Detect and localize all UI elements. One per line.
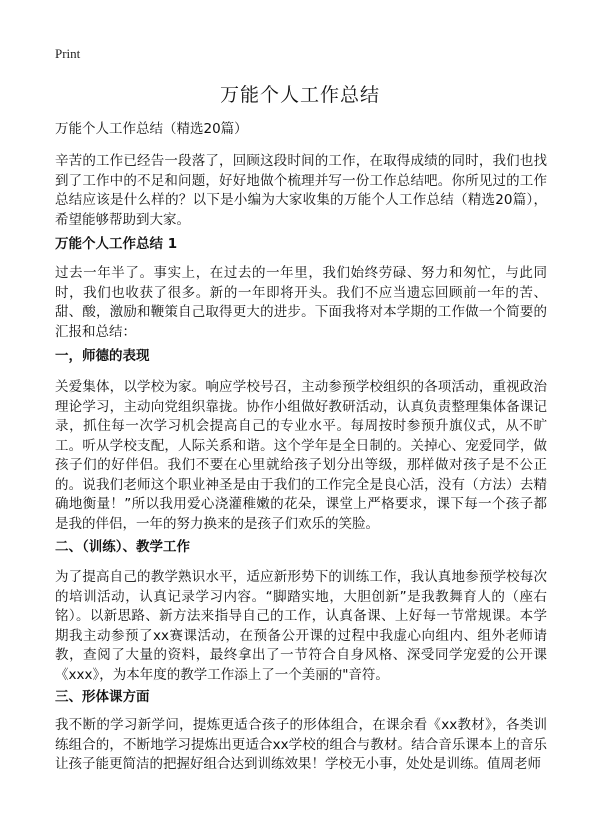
document-subtitle: 万能个人工作总结（精选20篇） [55,121,248,137]
document-title: 万能个人工作总结 [219,84,380,106]
teaching-paragraph: 为了提高自己的教学熟识水平，适应新形势下的训练工作，我认真地参预学校每次的培训活动，认真记录学习内容。“脚踏实地，大胆创新”是我教舞育人的（座右铭）。以新思路、新方法来指导自己的工作，认真备课、上好每一节常规课。本学期我主动参预了xx赛课活动，在预备公开课的过程中我虚心向组内、组外老师请教，查阅了大量的资料，最终拿出了一节符合自身风格、深受同学宠爱的公开课《xxx》，为本年度的教学工作添上了一个美丽的"音符。 [55,569,547,683]
ethics-paragraph: 关爱集体，以学校为家。响应学校号召，主动参预学校组织的各项活动，重视政治理论学习，主动向党组织靠拢。协作小组做好教研活动，认真负责整理集体备课记录，抓住每一次学习机会提高自己的专业水平。每周按时参预升旗仪式，从不旷工。听从学校支配，人际关系和谐。这个学年是全日制的。关掉心、宠爱同学，做孩子们的好伴侣。我们不要在心里就给孩子划分出等级，那样做对孩子是不公正的。说我们老师这个职业神圣是由于我们的工作完全是良心活，没有（方法）去精确地衡量！”所以我用爱心浇灌稚嫩的花朵，课堂上严格要求，课下每一个孩子都是我的伴侣，一年的努力换来的是孩子们欢乐的笑脸。 [55,379,547,532]
section-heading-1: 万能个人工作总结 1 [55,236,178,252]
section-1-paragraph: 过去一年半了。事实上，在过去的一年里，我们始终劳碌、努力和匆忙，与此同时，我们也收获了很多。新的一年即将开头。我们不应当遗忘回顾前一年的苦、甜、酸，激励和鞭策自己取得更大的进步。下面我将对本学期的工作做一个简要的汇报和总结： [55,265,547,340]
physical-class-paragraph: 我不断的学习新学问，提炼更适合孩子的形体组合，在课余看《xx教材》，各类训练组合的，不断地学习提炼出更适合xx学校的组合与教材。结合音乐课本上的音乐让孩子能更简洁的把握好组合达到训练效果！学校无小事，处处是训练。值周老师 [55,717,547,772]
intro-paragraph: 辛苦的工作已经告一段落了，回顾这段时间的工作，在取得成绩的同时，我们也找到了工作中的不足和问题，好好地做个梳理并写一份工作总结吧。你所见过的工作总结应该是什么样的？以下是小编为大家收集的万能个人工作总结（精选20篇），希望能够帮助到大家。 [55,153,547,228]
subheading-ethics: 一，师德的表现 [55,348,150,364]
print-link[interactable]: Print [55,46,81,61]
subheading-physical-class: 三、形体课方面 [55,689,150,705]
subheading-teaching: 二、（训练）、教学工作 [55,539,190,555]
